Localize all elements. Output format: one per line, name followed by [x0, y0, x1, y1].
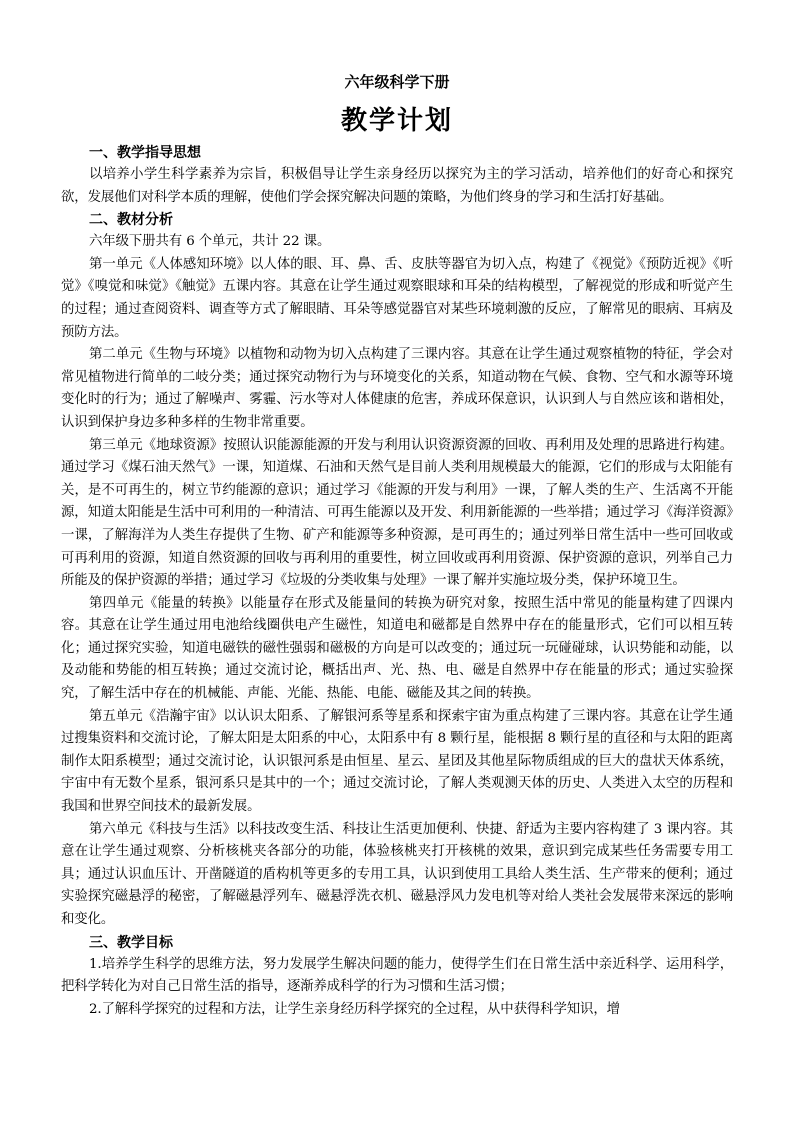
section-teaching-goals — [61, 932, 733, 1022]
paragraph-unit-1: 第一单元《人体感知环境》以人体的眼、耳、鼻、舌、皮肤等器官为切入点，构建了《视觉》《预防近视》《听觉》《嗅觉和味觉》《触觉》五课内容。其意在让学生通过观察眼球和耳朵的结构模型，了解视觉的形成和听觉产生的过程；通过查阅资料、调查等方式了解眼睛、耳朵等感觉器官对某些环境刺激的反应，了解常见的眼病、耳病及预防方法。 — [61, 256, 733, 340]
paragraph-goal-2: 2.了解科学探究的过程和方法，让学生亲身经历科学探究的全过程，从中获得科学知识，增 — [89, 1001, 620, 1017]
section-heading: 一、教学指导思想 — [89, 145, 201, 161]
paragraph-goal-1: 1.培养学生科学的思维方法，努力发展学生解决问题的能力，使得学生们在日常生活中亲近科学、运用科学，把科学转化为对自己日常生活的指导，逐渐养成科学的行为习惯和生活习惯； — [61, 956, 733, 995]
paragraph-unit-4: 第四单元《能量的转换》以能量存在形式及能量间的转换为研究对象，按照生活中常见的能量构建了四课内容。其意在让学生通过用电池给线圈供电产生磁性，知道电和磁都是自然界中存在的能量形式，它们可以相互转化；通过探究实验，知道电磁铁的磁性强弱和磁极的方向是可以改变的；通过玩一玩碰碰球，认识势能和动能，以及动能和势能的相互转换；通过交流讨论，概括出声、光、热、电、磁是自然界中存在能量的形式；通过实验探究，了解生活中存在的机械能、声能、光能、热能、电能、磁能及其之间的转换。 — [61, 595, 733, 702]
section-heading: 三、教学目标 — [89, 934, 173, 951]
paragraph-unit-6: 第六单元《科技与生活》以科技改变生活、科技让生活更加便利、快捷、舒适为主要内容构建了 3 课内容。其意在让学生通过观察、分析核桃夹各部分的功能，体验核桃夹打开核桃的效果，意识到完成某些任务需要专用工具；通过认识血压计、开凿隧道的盾构机等更多的专用工具，认识到使用工具给人类生活、生产带来的便利；通过实验探究磁悬浮的秘密，了解磁悬浮列车、磁悬浮洗衣机、磁悬浮风力发电机等对给人类社会发展带来深远的影响和变化。 — [61, 821, 733, 927]
section-textbook-analysis — [61, 209, 733, 931]
section-heading: 二、教材分析 — [89, 212, 173, 229]
paragraph-unit-5: 第五单元《浩瀚宇宙》以认识太阳系、了解银河系等星系和探索宇宙为重点构建了三课内容。其意在让学生通过搜集资料和交流讨论，了解太阳是太阳系的中心，太阳系中有 8 颗行星，能根据 8 颗行星的直径和与太阳的距离制作太阳系模型；通过交流讨论，认识银河系是由恒星、星云、星团及其他星际物质组成的巨大的盘状天体系统，宇宙中有无数个星系，银河系只是其中的一个；通过交流讨论，了解人类观测天体的历史、人类进入太空的历程和我国和世界空间技术的最新发展。 — [61, 708, 733, 815]
document-body — [61, 72, 733, 1021]
paragraph: 六年级下册共有 6 个单元，共计 22 课。 — [89, 234, 331, 250]
paragraph-unit-3: 第三单元《地球资源》按照认识能源能源的开发与利用认识资源资源的回收、再利用及处理的思路进行构建。通过学习《煤石油天然气》一课，知道煤、石油和天然气是目前人类利用规模最大的能源，它们的形成与太阳能有关，是不可再生的，树立节约能源的意识；通过学习《能源的开发与利用》一课，了解人类的生产、生活离不开能源，知道太阳能是生活中可利用的一种清洁、可再生能源以及开发、利用新能源的一些举措；通过学习《海洋资源》一课，了解海洋为人类生存提供了生物、矿产和能源等多种资源，是可再生的；通过列举日常生活中一些可回收或可再利用的资源，知道自然资源的回收与再利用的重要性，树立回收或再利用资源、保护资源的意识，列举自己力所能及的保护资源的举措；通过学习《垃圾的分类收集与处理》一课了解并实施垃圾分类，保护环境卫生。 — [61, 437, 733, 589]
section-guiding-ideology — [61, 142, 733, 209]
paragraph: 以培养小学生科学素养为宗旨，积极倡导让学生亲身经历以探究为主的学习活动，培养他们的好奇心和探究欲，发展他们对科学本质的理解，使他们学会探究解决问题的策略，为他们终身的学习和生活打好基础。 — [61, 167, 733, 205]
document-title: 教学计划 — [340, 106, 453, 136]
paragraph-unit-2: 第二单元《生物与环境》以植物和动物为切入点构建了三课内容。其意在让学生通过观察植物的特征，学会对常见植物进行简单的二岐分类；通过探究动物行为与环境变化的关系，知道动物在气候、食物、空气和水源等环境变化时的行为；通过了解噪声、雾霾、污水等对人体健康的危害，养成环保意识，认识到人与自然应该和谐相处，认识到保护身边多种多样的生物非常重要。 — [61, 347, 733, 430]
document-subtitle: 六年级科学下册 — [344, 73, 450, 91]
